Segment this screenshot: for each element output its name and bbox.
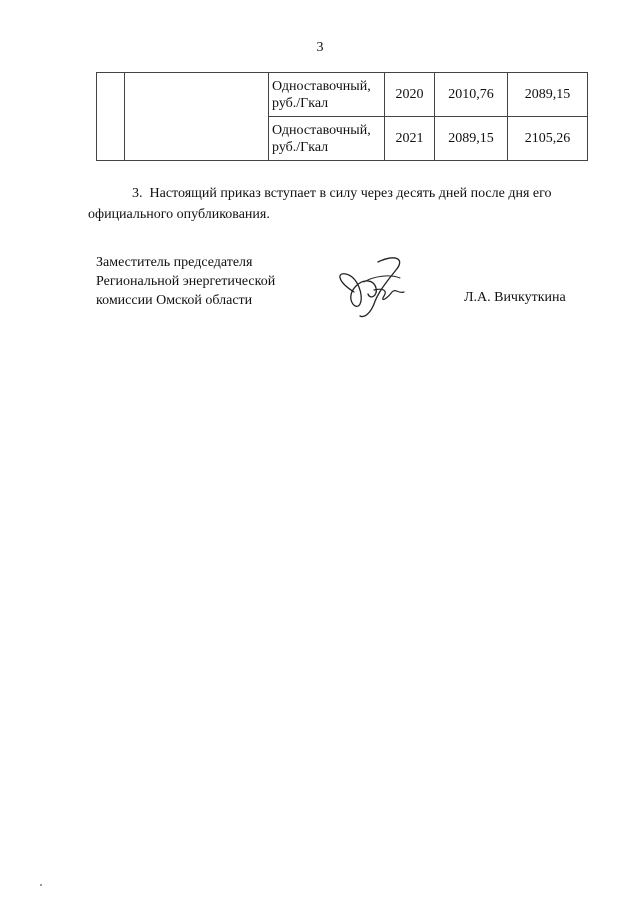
table-row <box>97 73 588 117</box>
rate-type-cell: Одноставочный, руб./Гкал <box>269 117 385 161</box>
signer-position-line: Региональной энергетической <box>96 274 276 289</box>
value-cell-first-half: 2089,15 <box>435 117 508 161</box>
scan-speck <box>40 884 42 886</box>
paragraph-text: Настоящий приказ вступает в силу через десять дней после дня его официального опубликования. <box>88 186 552 222</box>
value-cell-second-half: 2105,26 <box>508 117 588 161</box>
tariff-table <box>96 72 588 161</box>
signer-position <box>96 253 326 310</box>
page-number: 3 <box>316 40 324 55</box>
signer-position-line: Заместитель председателя <box>96 255 253 270</box>
paragraph-number: 3. <box>132 186 143 201</box>
rate-type-cell: Одноставочный, руб./Гкал <box>269 73 385 117</box>
signer-position-line: комиссии Омской области <box>96 293 253 308</box>
table-cell-empty <box>97 73 125 161</box>
year-cell: 2020 <box>385 73 435 117</box>
value-cell-first-half: 2010,76 <box>435 73 508 117</box>
paragraph-3 <box>88 183 586 225</box>
table-cell-empty <box>125 73 269 161</box>
year-cell: 2021 <box>385 117 435 161</box>
value-cell-second-half: 2089,15 <box>508 73 588 117</box>
signer-name: Л.А. Вичкуткина <box>464 290 566 305</box>
handwritten-signature <box>334 252 414 324</box>
